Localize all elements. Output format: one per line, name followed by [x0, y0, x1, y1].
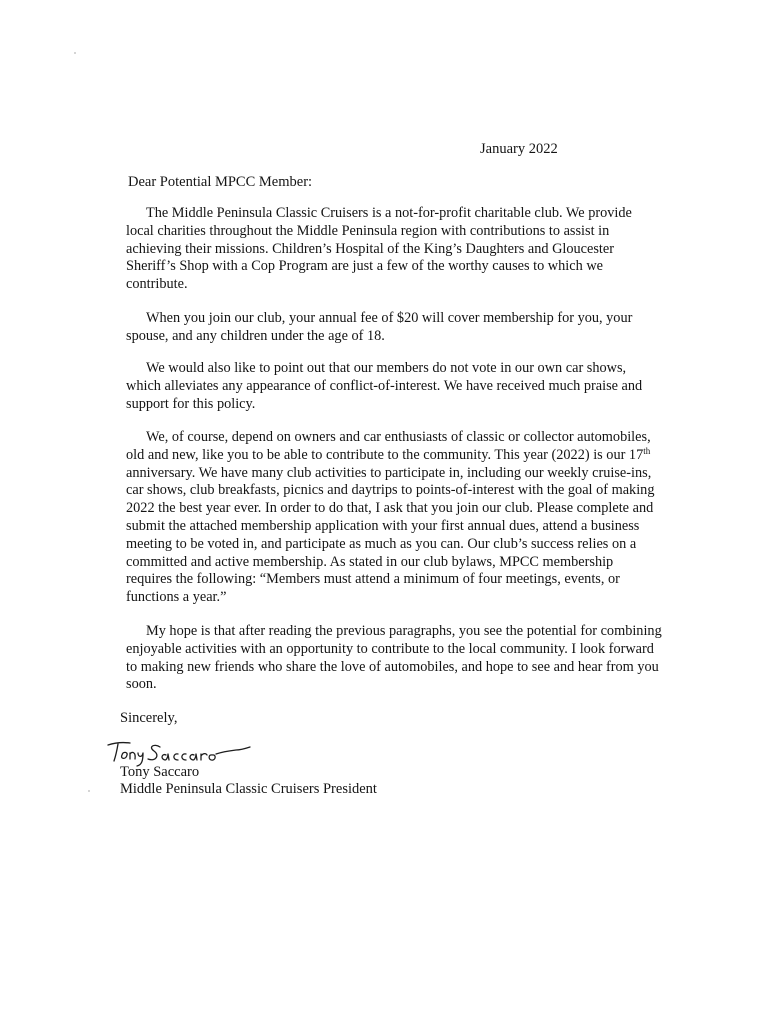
letter-date: January 2022: [480, 141, 558, 157]
scan-speck: [88, 790, 90, 792]
scan-speck: [74, 52, 76, 54]
closing: Sincerely,: [120, 710, 178, 726]
paragraph-intro: The Middle Peninsula Classic Cruisers is a not-for-profit charitable club. We provide local charities throughout the Middle Peninsula region with contributions to assist in achieving their missions. Children’s Hospital of the King’s Daughters and Gloucester Sheriff’s Shop with a Cop Program are just a few of the worthy causes to which we contribute.: [126, 205, 632, 293]
paragraph-voting-policy: We would also like to point out that our members do not vote in our own car shows, which alleviates any appearance of conflict-of-interest. We have received much praise and support for this policy.: [126, 360, 643, 412]
paragraph-closing-hope: My hope is that after reading the previous paragraphs, you see the potential for combining enjoyable activities with an opportunity to contribute to the local community. I look forward to making new friends who share the love of automobiles, and hope to see and hear from you soon.: [126, 623, 662, 693]
paragraph-fee: When you join our club, your annual fee of $20 will cover membership for you, your spouse, and any children under the age of 18.: [126, 310, 633, 344]
paragraph-activities-part2: anniversary. We have many club activities to participate in, including our weekly cruise-ins, car shows, club breakfasts, picnics and daytrips to points-of-interest with the goal of making 2022 the best year ever. In order to do that, I ask that you join our club. Please complete and submit the attached membership application with your first annual dues, attend a business meeting to be voted in, and participate as much as you can. Our club’s success relies on a committed and active membership. As stated in our club bylaws, MPCC membership requires the following: “Members must attend a minimum of four meetings, events, or functions a year.”: [126, 464, 655, 606]
salutation: Dear Potential MPCC Member:: [128, 174, 313, 190]
paragraph-activities-part1: We, of course, depend on owners and car enthusiasts of classic or collector automobiles, old and new, like you to be able to contribute to the community. This year (2022) is our 17: [126, 429, 651, 463]
paragraph-activities: [126, 429, 660, 607]
signer-title: Middle Peninsula Classic Cruisers President: [120, 781, 377, 797]
signer-name: Tony Saccaro: [120, 764, 200, 780]
ordinal-suffix: th: [643, 445, 651, 456]
